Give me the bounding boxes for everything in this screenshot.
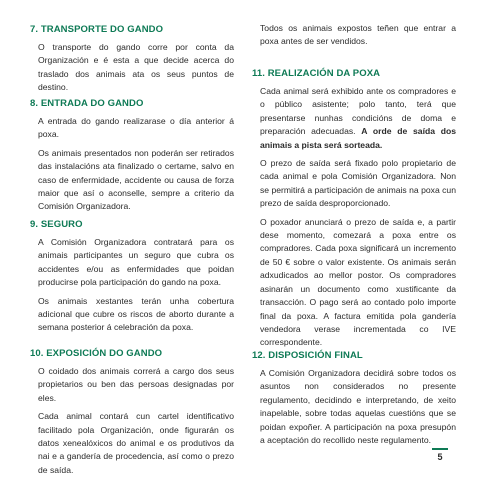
paragraph-bold-text: A orde de saída dos animais a pista será sorteada. <box>260 126 456 150</box>
section-paragraph: O coidado dos animais correrá a cargo dos seus propietarios ou ben das persoas designadas por eles. <box>38 366 234 403</box>
section-paragraph: Cada animal contará cun cartel identificativo facilitado pola Organización, onde figurarán os datos xenealóxicos do animal e os produtivos da nai e a gandería de procedencia, así como o prezo de saída. <box>38 411 234 475</box>
page-number: 5 <box>437 452 443 462</box>
section-paragraph: Todos os animais expostos teñen que entrar a poxa antes de ser vendidos. <box>260 23 456 47</box>
section-12 <box>252 349 456 447</box>
section-paragraph: A entrada do gando realizarase o día anterior á poxa. <box>38 116 234 140</box>
section-paragraph: O poxador anunciará o prezo de saída e, a partir dese momento, comezará a poxa entre os compradores. Cada poxa significará un incremento de 50 € sobre o valor existente. Os animais serán adxudicados ao mellor postor. Os compradores asinarán un documento como xustificante da transacción. O pago será ao contado polo importe final da poxa. A factura emitida pola gandería vendedora verase incrementada co IVE correspondente. <box>260 216 456 348</box>
section-9 <box>30 218 234 335</box>
section-11 <box>252 67 456 350</box>
section-heading: 9. SEGURO <box>30 219 83 230</box>
section-heading: 8. ENTRADA DO GANDO <box>30 98 144 109</box>
section-8 <box>30 97 234 214</box>
section-heading: 7. TRANSPORTE DO GANDO <box>30 24 164 35</box>
section-heading: 12. DISPOSICIÓN FINAL <box>252 350 363 361</box>
section-paragraph: O transporte do gando corre por conta da Organización e é esta a que decide acerca do traslado dos animais ata os seus puntos de destino. <box>38 42 234 93</box>
section-heading: 11. REALIZACIÓN DA POXA <box>252 68 381 79</box>
section-paragraph: Os animais xestantes terán unha cobertura adicional que cubre os riscos de aborto durante a semana posterior á celebración da poxa. <box>38 295 234 333</box>
paragraph-text: Cada animal será exhibido ante os compradores e o público asistente; polo tanto, terá que presentarse nunhas condicións de doma e preparación adecuadas. <box>260 86 456 137</box>
section-paragraph <box>252 85 456 152</box>
section-paragraph: A Comisión Organizadora contratará para os animais participantes un seguro que cubra os accidentes e/ou as enfermidades que poidan producirse pola participación do gando na poxa. <box>38 237 234 288</box>
section-paragraph: A Comisión Organizadora decidirá sobre todos os asuntos non considerados no presente regulamento, decidindo e interpretando, de xeito inapelable, sobre todas aquelas cuestións que se poidan expoñer. A participación na poxa presupón a aceptación do recollido neste regulamento. <box>260 368 456 446</box>
page-number-rule <box>432 448 448 450</box>
section-10-continued <box>252 22 456 49</box>
section-paragraph: Os animais presentados non poderán ser retirados das instalacións ata finalizado o certame, salvo en caso de enfermidade, accidente ou causa de forza maior que así o aconselle, sempre a criterio da Comisión Organizadora. <box>38 147 234 212</box>
section-paragraph: O prezo de saída será fixado polo propietario de cada animal e pola Comisión Organizadora. Non se permitirá a participación de animais na poxa cun prezo de saída desproporcionado. <box>260 158 456 209</box>
section-10 <box>30 347 234 477</box>
section-heading: 10. EXPOSICIÓN DO GANDO <box>30 348 163 359</box>
section-7 <box>30 23 234 95</box>
